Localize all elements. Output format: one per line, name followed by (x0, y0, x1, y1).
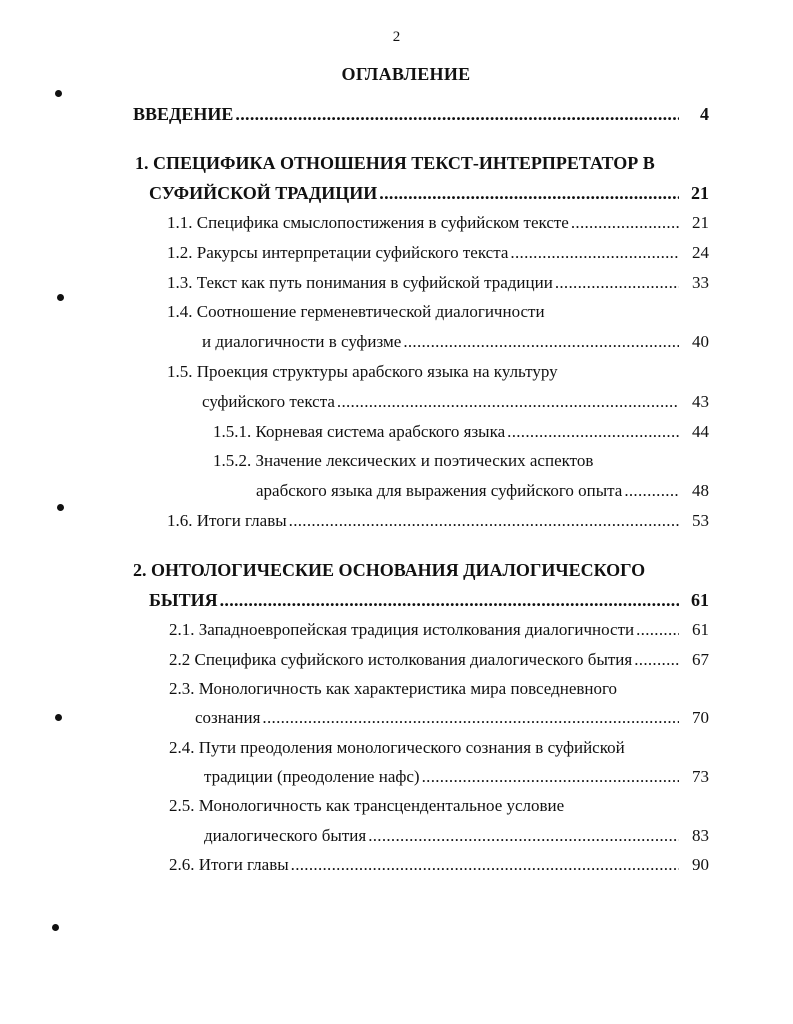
margin-mark (57, 294, 64, 301)
leader-dots (289, 511, 679, 531)
entry-text: арабского языка для выражения суфийского опыта (256, 481, 623, 500)
entry-text: 1.6. Итоги главы (167, 511, 287, 530)
toc-entry-1-5 (202, 392, 709, 412)
entry-text: 1.5.1. Корневая система арабского языка (213, 422, 506, 441)
toc-entry-chapter-1 (149, 183, 709, 203)
entry-text: 1.1. Специфика смыслопостижения в суфийском тексте (167, 213, 569, 232)
page-ref: 70 (692, 708, 709, 727)
leader-dots (291, 855, 679, 875)
page-ref: 33 (692, 273, 709, 292)
entry-text: СУФИЙСКОЙ ТРАДИЦИИ (149, 183, 378, 203)
toc-entry-1-5-line1: 1.5. Проекция структуры арабского языка на культуру (167, 362, 558, 381)
leader-dots (422, 767, 679, 787)
page-ref: 43 (692, 392, 709, 411)
page-ref: 90 (692, 855, 709, 874)
leader-dots (220, 590, 679, 610)
toc-entry-2-6 (169, 855, 709, 875)
entry-text: ВВЕДЕНИЕ (133, 104, 234, 124)
entry-text: 2.1. Западноевропейская традиция истолкования диалогичности (169, 620, 635, 639)
page-ref: 21 (692, 213, 709, 232)
leader-dots (555, 273, 679, 293)
page-ref: 4 (700, 104, 709, 124)
entry-text: суфийского текста (202, 392, 335, 411)
toc-entry-1-4 (202, 332, 709, 352)
toc-entry-2-5 (204, 826, 709, 846)
toc-entry-2-2 (169, 650, 709, 670)
page-ref: 83 (692, 826, 709, 845)
toc-entry-1-1 (167, 213, 709, 233)
leader-dots (634, 650, 679, 670)
page-ref: 44 (692, 422, 709, 441)
leader-dots (571, 213, 679, 233)
leader-dots (368, 826, 679, 846)
leader-dots (262, 708, 679, 728)
page-ref: 53 (692, 511, 709, 530)
toc-entry-1-4-line1: 1.4. Соотношение герменевтической диалогичности (167, 302, 545, 321)
toc-entry-1-6 (167, 511, 709, 531)
toc-entry-2-3-line1: 2.3. Монологичность как характеристика мира повседневного (169, 679, 618, 698)
toc-entry-intro (133, 104, 709, 124)
leader-dots (636, 620, 679, 640)
page-ref: 61 (692, 620, 709, 639)
chapter-2-title: 2. ОНТОЛОГИЧЕСКИЕ ОСНОВАНИЯ ДИАЛОГИЧЕСКОГО (133, 560, 646, 580)
toc-entry-2-3 (195, 708, 709, 728)
entry-text: 2.6. Итоги главы (169, 855, 289, 874)
leader-dots (510, 243, 679, 263)
leader-dots (403, 332, 679, 352)
entry-text: 1.3. Текст как путь понимания в суфийской традиции (167, 273, 553, 292)
toc-entry-2-1 (169, 620, 709, 640)
margin-mark (52, 924, 59, 931)
leader-dots (337, 392, 679, 412)
leader-dots (507, 422, 679, 442)
margin-mark (55, 90, 62, 97)
toc-entry-2-4 (204, 767, 709, 787)
chapter-1-title: 1. СПЕЦИФИКА ОТНОШЕНИЯ ТЕКСТ-ИНТЕРПРЕТАТОР В (135, 153, 655, 173)
page-ref: 40 (692, 332, 709, 351)
toc-entry-1-2 (167, 243, 709, 263)
leader-dots (379, 183, 679, 203)
page-number: 2 (392, 29, 401, 45)
toc-title: ОГЛАВЛЕНИЕ (341, 64, 471, 84)
page-ref: 21 (691, 183, 709, 203)
page-ref: 24 (692, 243, 709, 262)
entry-text: традиции (преодоление нафс) (204, 767, 420, 786)
toc-entry-2-4-line1: 2.4. Пути преодоления монологического сознания в суфийской (169, 738, 625, 757)
margin-mark (57, 504, 64, 511)
toc-entry-2-5-line1: 2.5. Монологичность как трансцендентальное условие (169, 796, 565, 815)
toc-entry-chapter-2 (149, 590, 709, 610)
entry-text: 1.2. Ракурсы интерпретации суфийского текста (167, 243, 509, 262)
toc-entry-1-5-2 (256, 481, 709, 501)
toc-entry-1-5-2-line1: 1.5.2. Значение лексических и поэтических аспектов (213, 451, 594, 470)
entry-text: сознания (195, 708, 261, 727)
entry-text: 2.2 Специфика суфийского истолкования диалогического бытия (169, 650, 633, 669)
page-ref: 67 (692, 650, 709, 669)
margin-mark (55, 714, 62, 721)
page-ref: 61 (691, 590, 709, 610)
entry-text: диалогического бытия (204, 826, 367, 845)
page-ref: 48 (692, 481, 709, 500)
toc-entry-1-3 (167, 273, 709, 293)
leader-dots (624, 481, 679, 501)
page-ref: 73 (692, 767, 709, 786)
entry-text: и диалогичности в суфизме (202, 332, 402, 351)
toc-entry-1-5-1 (213, 422, 709, 442)
leader-dots (235, 104, 679, 124)
entry-text: БЫТИЯ (149, 590, 218, 610)
